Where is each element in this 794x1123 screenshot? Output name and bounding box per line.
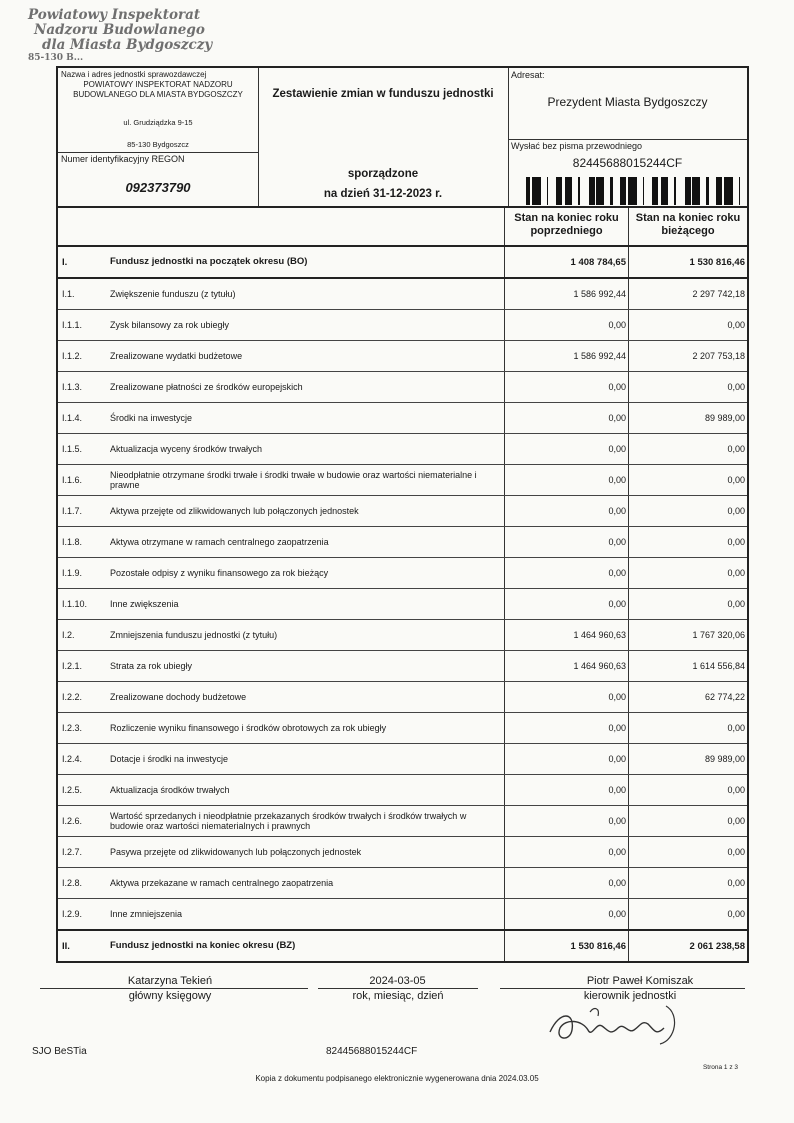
row-curr-value: 0,00 [628,434,747,464]
row-code: I.1.10. [62,599,88,609]
report-date: na dzień 31-12-2023 r. [323,188,443,200]
table-row [58,931,747,961]
row-prev-value: 0,00 [504,403,628,433]
table-row [58,775,747,806]
table-row [58,868,747,899]
unit-street: ul. Grudziądzka 9-15 [123,118,193,127]
row-curr-value: 0,00 [628,558,747,588]
row-name: Zrealizowane dochody budżetowe [110,691,247,702]
row-prev-value: 0,00 [504,682,628,712]
row-code: I.1.3. [62,382,83,392]
row-code: I.1.9. [62,568,83,578]
table-row [58,434,747,465]
row-name: Rozliczenie wyniku finansowego i środków obrotowych za rok ubiegły [110,722,387,733]
row-name: Inne zwiększenia [110,598,179,609]
row-code: I.2.5. [62,785,83,795]
row-prev-value: 1 464 960,63 [504,620,628,650]
row-prev-value: 1 530 816,46 [504,931,628,961]
row-curr-value: 1 530 816,46 [628,247,747,277]
divider [58,152,258,153]
row-curr-value: 0,00 [628,589,747,619]
row-curr-value: 89 989,00 [628,744,747,774]
row-name: Zysk bilansowy za rok ubiegły [110,319,230,330]
table-row [58,837,747,868]
row-curr-value: 1 767 320,06 [628,620,747,650]
row-code: I.2.8. [62,878,83,888]
fund-changes-table [56,208,749,963]
row-curr-value: 0,00 [628,713,747,743]
signature-line [318,988,478,989]
row-curr-value: 0,00 [628,465,747,495]
row-name: Fundusz jednostki na koniec okresu (BZ) [110,939,296,951]
row-prev-value: 0,00 [504,713,628,743]
row-code: I.1.8. [62,537,83,547]
row-prev-value: 0,00 [504,899,628,929]
row-curr-value: 0,00 [628,899,747,929]
unit-label: Nazwa i adres jednostki sprawozdawczej [61,70,207,79]
table-row [58,682,747,713]
sent-label: Wysłać bez pisma przewodniego [511,141,642,151]
row-name: Aktualizacja środków trwałych [110,784,230,795]
row-prev-value: 0,00 [504,837,628,867]
table-row [58,279,747,310]
row-code: I.1.6. [62,475,83,485]
row-code: I. [62,256,68,268]
table-row [58,558,747,589]
table-row [58,744,747,775]
row-name: Zmniejszenia funduszu jednostki (z tytułu) [110,629,278,640]
row-prev-value: 0,00 [504,496,628,526]
row-prev-value: 0,00 [504,775,628,805]
row-curr-value: 1 614 556,84 [628,651,747,681]
row-prev-value: 1 408 784,65 [504,247,628,277]
stamp-line-3: dla Miasta Bydgoszczy [42,37,213,53]
row-name: Strata za rok ubiegły [110,660,193,671]
row-prev-value: 0,00 [504,310,628,340]
row-name: Fundusz jednostki na początek okresu (BO) [110,255,308,267]
row-code: I.1.7. [62,506,83,516]
table-header [58,208,747,247]
row-prev-value: 1 586 992,44 [504,279,628,309]
row-curr-value: 0,00 [628,806,747,836]
row-name: Nieodpłatnie otrzymane środki trwałe i środki trwałe w budowie oraz wartości niematerialne i prawne [110,469,477,490]
stamp-line-2: Nadzoru Budowlanego [34,22,205,38]
table-row [58,310,747,341]
row-name: Środki na inwestycje [110,412,193,423]
table-row [58,806,747,837]
row-code: I.1.2. [62,351,83,361]
sign-date-label: rok, miesiąc, dzień [352,990,444,1002]
divider [508,139,747,140]
row-prev-value: 0,00 [504,558,628,588]
row-code: I.2.4. [62,754,83,764]
row-name: Zrealizowane płatności ze środków europejskich [110,381,303,392]
row-curr-value: 0,00 [628,868,747,898]
table-row [58,713,747,744]
addressee-value: Prezydent Miasta Bydgoszczy [547,95,708,109]
row-prev-value: 0,00 [504,372,628,402]
accountant-name: Katarzyna Tekień [127,975,213,987]
table-row [58,899,747,931]
row-prev-value: 0,00 [504,434,628,464]
accountant-role: główny księgowy [128,990,212,1002]
row-code: I.2.7. [62,847,83,857]
row-name: Pozostałe odpisy z wyniku finansowego za rok bieżący [110,567,329,578]
row-code: I.2. [62,630,75,640]
row-prev-value: 0,00 [504,806,628,836]
row-prev-value: 1 586 992,44 [504,341,628,371]
row-name: Dotacje i środki na inwestycje [110,753,229,764]
row-curr-value: 0,00 [628,527,747,557]
row-name: Aktywa przejęte od zlikwidowanych lub połączonych jednostek [110,505,359,516]
row-name: Aktywa otrzymane w ramach centralnego zaopatrzenia [110,536,329,547]
row-prev-value: 0,00 [504,744,628,774]
footer-document-code: 82445688015244CF [326,1046,418,1057]
row-code: I.1.4. [62,413,83,423]
row-prev-value: 0,00 [504,589,628,619]
report-title-box [258,68,509,206]
table-row [58,403,747,434]
head-name: Piotr Paweł Komiszak [586,975,694,987]
row-code: I.2.9. [62,909,83,919]
unit-name: POWIATOWY INSPEKTORAT NADZORU BUDOWLANEGO DLA MIASTA BYDGOSZCZY [73,80,243,99]
row-curr-value: 2 297 742,18 [628,279,747,309]
row-curr-value: 2 061 238,58 [628,931,747,961]
barcode-image [526,177,748,205]
row-code: I.1.1. [62,320,83,330]
column-current-year: Stan na koniec roku bieżącego [628,208,747,245]
page-number: Strona 1 z 3 [702,1064,738,1071]
row-name: Inne zmniejszenia [110,908,183,919]
document-header [56,66,749,208]
signature-line [40,988,308,989]
row-code: I.1.5. [62,444,83,454]
row-code: I.2.1. [62,661,83,671]
unit-postal: 85-130 Bydgoszcz [127,140,189,149]
handwritten-signature [530,1000,700,1050]
prepared-label: sporządzone [347,168,419,180]
regon-label: Numer identyfikacyjny REGON [61,154,185,164]
table-row [58,527,747,558]
sign-date: 2024-03-05 [369,975,426,987]
stamp-line-4: 85-130 B... [28,53,84,63]
row-prev-value: 0,00 [504,527,628,557]
copy-note: Kopia z dokumentu podpisanego elektronicznie wygenerowana dnia 2024.03.05 [255,1074,539,1083]
report-title: Zestawienie zmian w funduszu jednostki [272,88,494,100]
row-curr-value: 0,00 [628,496,747,526]
table-row [58,620,747,651]
head-role: kierownik jednostki [583,990,677,1002]
table-row [58,372,747,403]
stamp-line-1: Powiatowy Inspektorat [28,7,201,23]
addressee-box [508,68,747,206]
row-name: Aktywa przekazane w ramach centralnego zaopatrzenia [110,877,334,888]
row-curr-value: 0,00 [628,775,747,805]
unit-info-box [58,68,259,206]
table-row [58,465,747,496]
regon-value: 092373790 [125,180,191,195]
row-name: Zrealizowane wydatki budżetowe [110,350,243,361]
row-name: Wartość sprzedanych i nieodpłatnie przekazanych środków trwałych i środków trwałych w budowie oraz wartości niematerialnych i prawnych [110,810,467,831]
row-curr-value: 89 989,00 [628,403,747,433]
column-prev-year: Stan na koniec roku poprzedniego [504,208,628,245]
row-prev-value: 0,00 [504,465,628,495]
row-prev-value: 0,00 [504,868,628,898]
table-row [58,589,747,620]
row-code: II. [62,940,70,952]
row-curr-value: 62 774,22 [628,682,747,712]
document-code: 82445688015244CF [572,156,683,170]
row-curr-value: 0,00 [628,837,747,867]
row-name: Aktualizacja wyceny środków trwałych [110,443,263,454]
table-row [58,651,747,682]
row-code: I.2.6. [62,816,83,826]
table-row [58,496,747,527]
row-curr-value: 0,00 [628,310,747,340]
table-row [58,341,747,372]
table-body [58,247,747,961]
row-curr-value: 0,00 [628,372,747,402]
addressee-label: Adresat: [511,70,545,80]
row-name: Zwiększenie funduszu (z tytułu) [110,288,236,299]
row-name: Pasywa przejęte od zlikwidowanych lub połączonych jednostek [110,846,362,857]
row-code: I.2.3. [62,723,83,733]
signature-line [500,988,745,989]
row-code: I.1. [62,289,75,299]
system-name: SJO BeSTia [32,1046,87,1057]
table-row [58,247,747,279]
office-stamp [28,8,228,63]
row-prev-value: 1 464 960,63 [504,651,628,681]
row-code: I.2.2. [62,692,83,702]
row-curr-value: 2 207 753,18 [628,341,747,371]
